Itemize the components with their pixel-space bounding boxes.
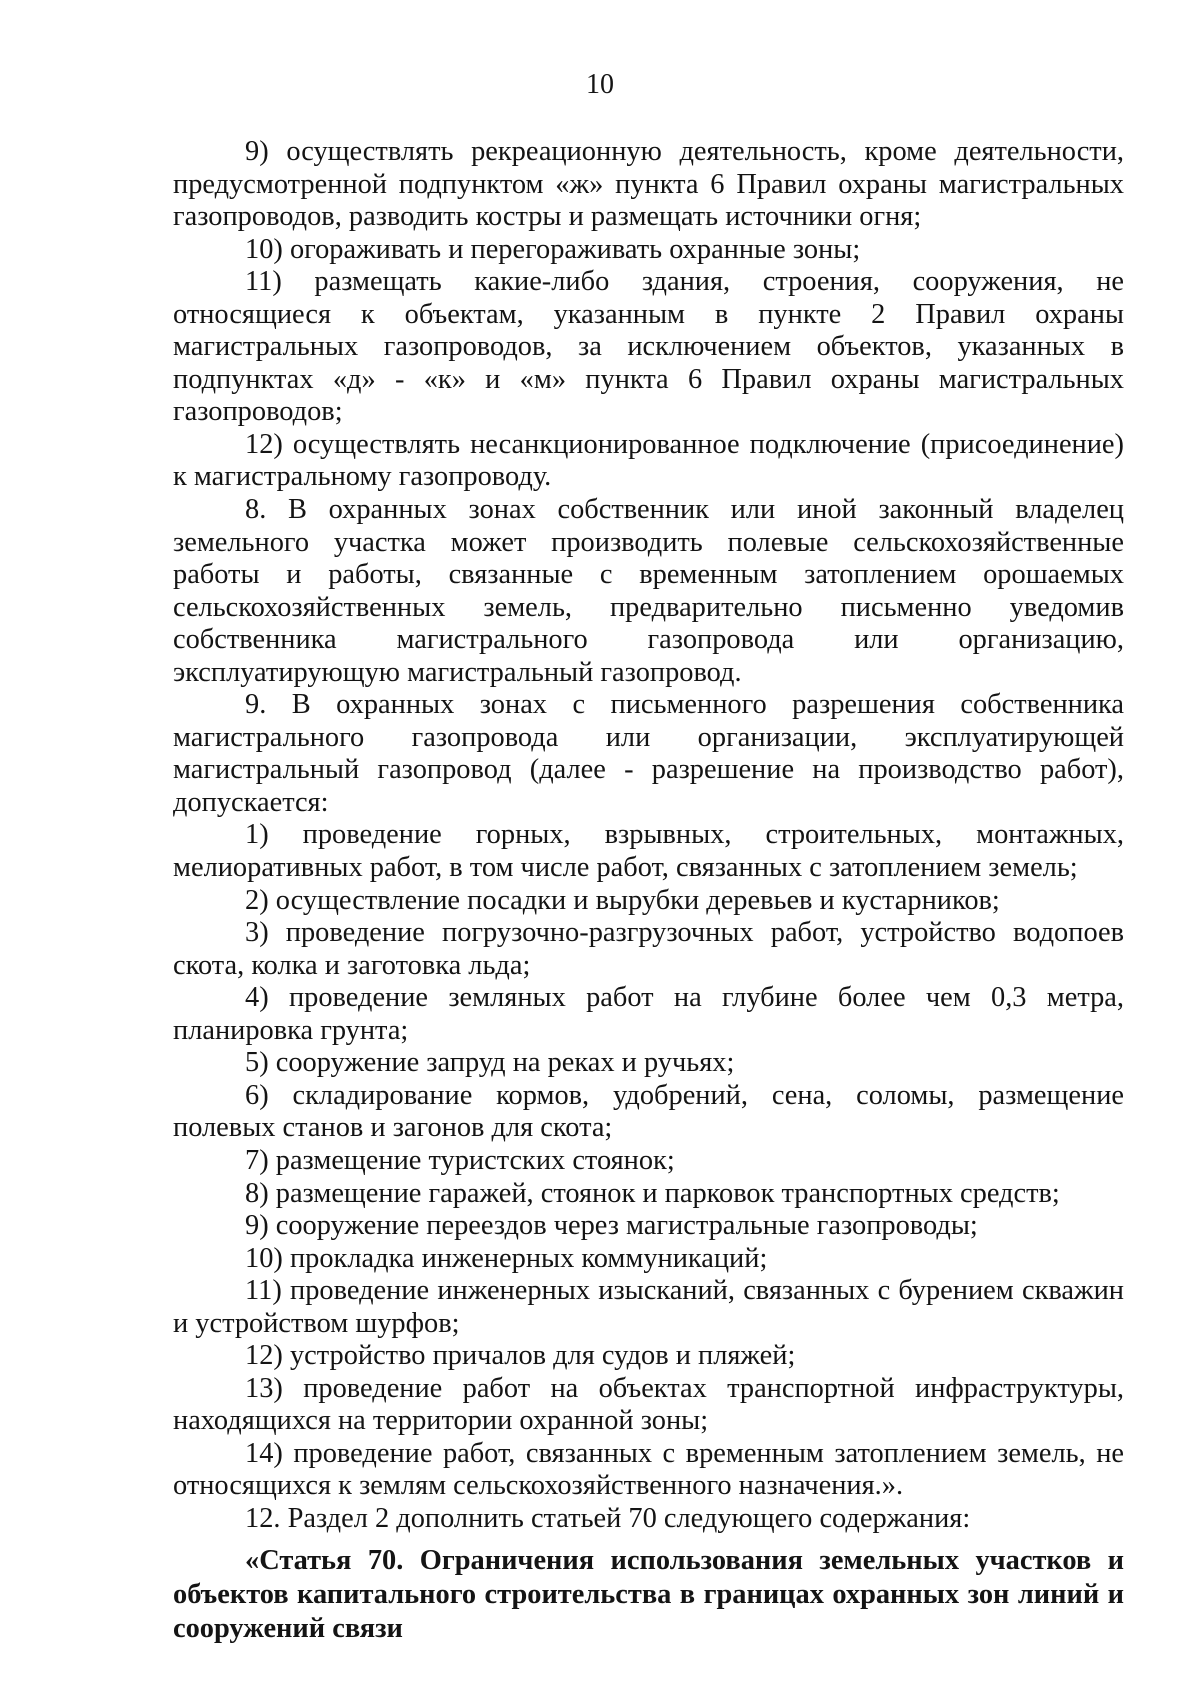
list-item-10: 10) прокладка инженерных коммуникаций; [245, 1242, 768, 1274]
list-item-4: 4) проведение земляных работ на глубине более чем 0,3 метра, планировка грунта; [173, 982, 1124, 1046]
paragraph-item-9-recreation: 9) осуществлять рекреационную деятельность, кроме деятельности, предусмотренной подпунктом «ж» пункта 6 Правил охраны магистральных газопроводов, разводить костры и размещать источники огня; [173, 136, 1124, 233]
list-item-14: 14) проведение работ, связанных с временным затоплением земель, не относящихся к землям сельскохозяйственного назначения.». [173, 1437, 1124, 1502]
list-item-1: 1) проведение горных, взрывных, строительных, монтажных, мелиоративных работ, в том числе работ, связанных с затоплением земель; [173, 819, 1124, 884]
paragraph-item-10-fencing: 10) огораживать и перегораживать охранные зоны; [245, 233, 861, 265]
list-item-3: 3) проведение погрузочно-разгрузочных работ, устройство водопоев скота, колка и заготовка льда; [173, 917, 1124, 981]
list-item-8: 8) размещение гаражей, стоянок и парковок транспортных средств; [245, 1177, 1060, 1209]
paragraph-item-12-connection: 12) осуществлять несанкционированное подключение (присоединение) к магистральному газопроводу. [173, 428, 1124, 493]
paragraph-clause-12: 12. Раздел 2 дополнить статьей 70 следующего содержания: [245, 1502, 971, 1534]
list-item-7: 7) размещение туристских стоянок; [245, 1144, 675, 1176]
list-item-5: 5) сооружение запруд на реках и ручьях; [245, 1047, 735, 1079]
list-item-6: 6) складирование кормов, удобрений, сена, соломы, размещение полевых станов и загонов для скота; [173, 1079, 1124, 1144]
list-item-11: 11) проведение инженерных изысканий, связанных с бурением скважин и устройством шурфов; [173, 1275, 1124, 1339]
list-item-12: 12) устройство причалов для судов и пляжей; [245, 1340, 796, 1372]
paragraph-item-11-buildings: 11) размещать какие-либо здания, строения, сооружения, не относящиеся к объектам, указанным в пункте 2 Правил охраны магистральных газопроводов, за исключением объектов, указанных в подпунктах «д» - «к» и «м» пункта 6 Правил охраны магистральных газопроводов; [173, 266, 1124, 428]
document-body [173, 136, 1124, 1646]
paragraph-clause-8: 8. В охранных зонах собственник или иной законный владелец земельного участка может производить полевые сельскохозяйственные работы и работы, связанные с временным затоплением орошаемых сельскохозяйственных земель, предварительно письменно уведомив собственника магистрального газопровода или организацию, эксплуатирующую магистральный газопровод. [173, 494, 1124, 688]
list-item-2: 2) осуществление посадки и вырубки деревьев и кустарников; [245, 884, 1000, 916]
article-heading: «Статья 70. Ограничения использования земельных участков и объектов капитального строительства в границах охранных зон линий и сооружений связи [173, 1544, 1124, 1644]
page-number: 10 [586, 69, 614, 100]
paragraph-clause-9: 9. В охранных зонах с письменного разрешения собственника магистрального газопровода или организации, эксплуатирующей магистральный газопровод (далее - разрешение на производство работ), допускается: [173, 689, 1124, 818]
list-item-13: 13) проведение работ на объектах транспортной инфраструктуры, находящихся на территории охранной зоны; [173, 1372, 1124, 1437]
list-item-9: 9) сооружение переездов через магистральные газопроводы; [245, 1210, 978, 1242]
